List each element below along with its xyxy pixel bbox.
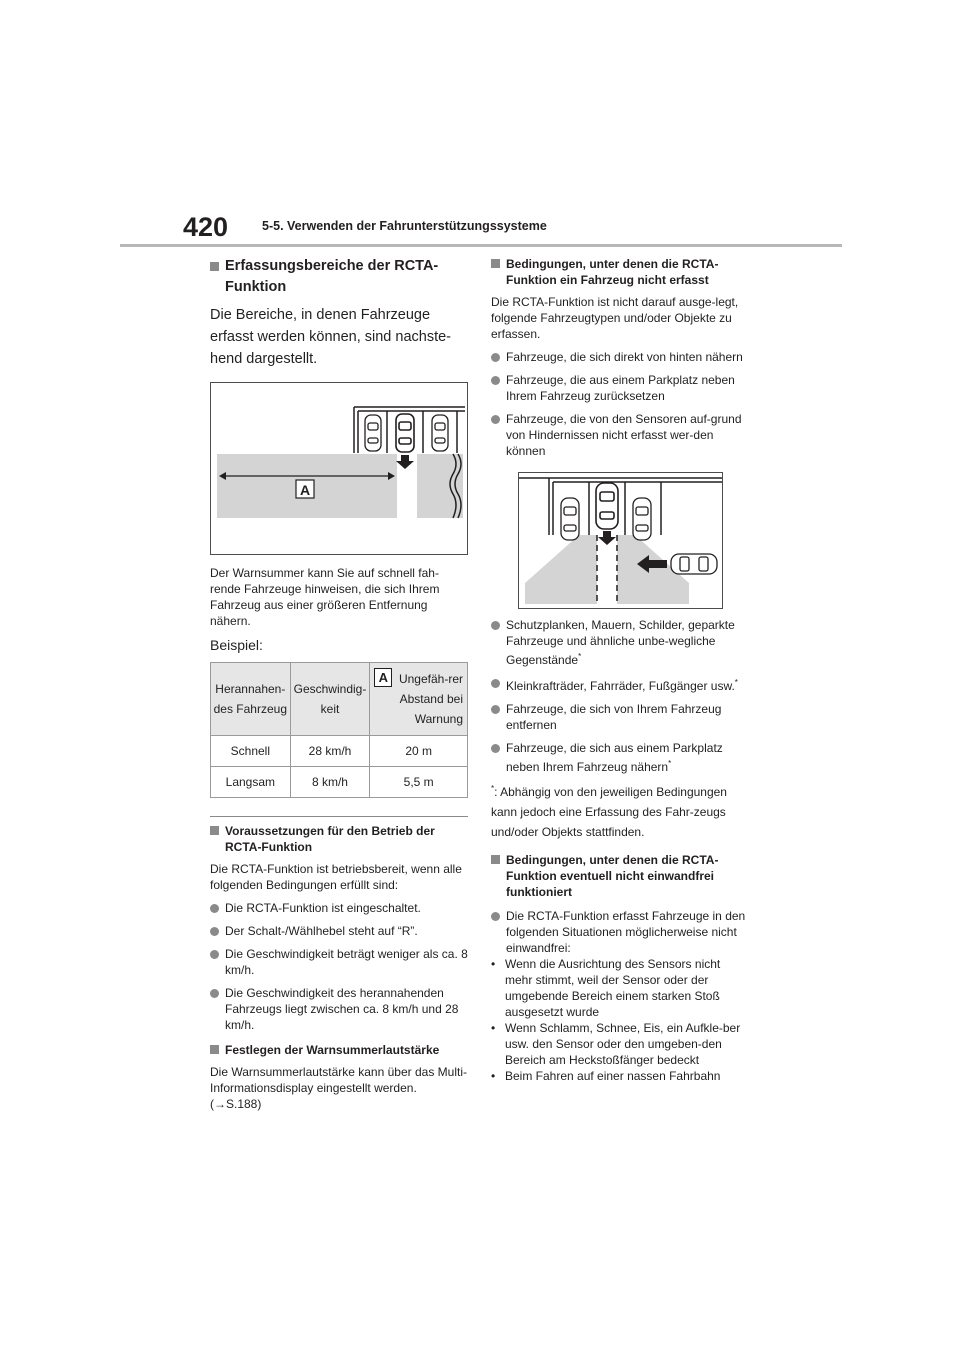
- square-bullet-icon: [210, 1045, 219, 1054]
- col-distance-header: A Ungefäh-rer Abstand bei Warnung: [370, 663, 468, 736]
- square-bullet-icon: [210, 826, 219, 835]
- table-header-row: [211, 663, 468, 736]
- col-speed-header: Geschwindig-keit: [290, 663, 370, 736]
- list-item: Kleinkrafträder, Fahrräder, Fußgänger usw.*: [491, 675, 749, 694]
- list-item: Fahrzeuge, die von den Sensoren auf-grund von Hindernissen nicht erfasst wer-den können: [491, 411, 749, 459]
- table-row: Langsam 8 km/h 5,5 m: [211, 767, 468, 798]
- list-item: Die Geschwindigkeit beträgt weniger als ca. 8 km/h.: [210, 946, 468, 978]
- left-column: [210, 256, 468, 1112]
- bullet-icon: [491, 376, 500, 385]
- list-item: • Wenn Schlamm, Schnee, Eis, ein Aufkle-ber usw. den Sensor oder den umgeben-den Bereich am Heckstoßfänger bedeckt: [491, 1021, 741, 1067]
- page-reference-link[interactable]: (→S.188): [210, 1097, 262, 1111]
- bullet-icon: [491, 621, 500, 630]
- table-label-a: A: [374, 668, 392, 687]
- square-bullet-icon: [210, 262, 219, 271]
- approaching-car-icon: [671, 554, 717, 574]
- figure-caption: Der Warnsummer kann Sie auf schnell fah-rende Fahrzeuge hinweisen, die sich Ihrem Fahrzeug aus einer größeren Entfernung nähern.: [210, 566, 440, 628]
- square-bullet-icon: [491, 855, 500, 864]
- bullet-icon: [210, 927, 219, 936]
- bullet-icon: [491, 353, 500, 362]
- bullet-icon: [491, 705, 500, 714]
- cross-traffic-diagram: [519, 473, 722, 608]
- bullet-icon: [210, 950, 219, 959]
- page-number: 420: [183, 212, 229, 242]
- square-bullet-icon: [491, 259, 500, 268]
- list-item: Fahrzeuge, die sich aus einem Parkplatz neben Ihrem Fahrzeug nähern*: [491, 740, 749, 775]
- parked-car-icon: [432, 415, 448, 451]
- list-item: Fahrzeuge, die aus einem Parkplatz neben Ihrem Fahrzeug zurücksetzen: [491, 372, 749, 404]
- list-item: Die Geschwindigkeit des herannahenden Fahrzeugs liegt zwischen ca. 8 km/h und 28 km/h.: [210, 985, 468, 1033]
- detection-area-intro: Die Bereiche, in denen Fahrzeuge erfasst werden können, sind nachste-hend dargestellt.: [210, 307, 451, 367]
- list-item: • Beim Fahren auf einer nassen Fahrbahn: [491, 1069, 721, 1083]
- reverse-arrow-icon: [598, 531, 616, 545]
- list-item: • Wenn die Ausrichtung des Sensors nicht mehr stimmt, weil der Sensor oder der umgebende Bereich einem starken Stoß ausgesetzt wurde: [491, 957, 721, 1019]
- footnote-mark: *: [734, 678, 738, 687]
- parked-car-icon: [561, 498, 579, 540]
- list-item: Schutzplanken, Mauern, Schilder, geparkte Fahrzeuge und ähnliche unbe-wegliche Gegenstände*: [491, 617, 749, 668]
- example-label: Beispiel:: [210, 637, 263, 653]
- detection-area-figure: [210, 382, 468, 555]
- header-divider: [120, 244, 842, 247]
- section-divider: [210, 816, 468, 817]
- cross-traffic-figure: [518, 472, 723, 609]
- bullet-icon: [210, 989, 219, 998]
- own-car-icon: [396, 414, 414, 452]
- figure-label-a: A: [299, 482, 311, 498]
- footnote-mark: *: [668, 759, 672, 768]
- detection-area-diagram: [211, 383, 467, 554]
- bullet-icon: [491, 912, 500, 921]
- reverse-arrow-icon: [396, 455, 414, 469]
- volume-heading: Festlegen der Warnsummerlautstärke: [210, 1042, 468, 1058]
- prerequisites-text: Die RCTA-Funktion ist betriebsbereit, wenn alle folgenden Bedingungen erfüllt sind:: [210, 862, 462, 892]
- parked-car-icon: [365, 415, 381, 451]
- bullet-icon: [491, 744, 500, 753]
- bullet-icon: [491, 415, 500, 424]
- list-item: Der Schalt-/Wählhebel steht auf “R”.: [210, 923, 468, 939]
- right-column: [491, 256, 749, 1084]
- not-detected-text: Die RCTA-Funktion ist nicht darauf ausge-legt, folgende Fahrzeugtypen und/oder Objekte zu erfassen.: [491, 295, 739, 341]
- table-row: Schnell 28 km/h 20 m: [211, 736, 468, 767]
- malfunction-heading: Bedingungen, unter denen die RCTA-Funktion eventuell nicht einwandfrei funktioniert: [491, 852, 749, 900]
- section-title: 5-5. Verwenden der Fahrunterstützungssysteme: [262, 219, 547, 233]
- bullet-icon: [210, 904, 219, 913]
- detection-area-heading: Erfassungsbereiche der RCTA-Funktion: [210, 256, 468, 298]
- list-item: Die RCTA-Funktion erfasst Fahrzeuge in den folgenden Situationen möglicherweise nicht einwandfrei:: [491, 908, 749, 956]
- prerequisites-heading: Voraussetzungen für den Betrieb der RCTA-Funktion: [210, 823, 468, 855]
- parked-car-icon: [633, 498, 651, 540]
- col-vehicle-header: Herannahen-des Fahrzeug: [211, 663, 291, 736]
- not-detected-heading: Bedingungen, unter denen die RCTA-Funktion ein Fahrzeug nicht erfasst: [491, 256, 749, 288]
- own-car-icon: [596, 483, 618, 529]
- footnote-mark: *: [578, 652, 582, 661]
- list-item: Fahrzeuge, die sich direkt von hinten nähern: [491, 349, 749, 365]
- warning-distance-table: [210, 662, 468, 798]
- list-item: Fahrzeuge, die sich von Ihrem Fahrzeug entfernen: [491, 701, 749, 733]
- footnote: *: Abhängig von den jeweiligen Bedingungen kann jedoch eine Erfassung des Fahr-zeugs und/oder Objekts stattfinden.: [491, 784, 727, 839]
- bullet-icon: [491, 679, 500, 688]
- list-item: Die RCTA-Funktion ist eingeschaltet.: [210, 900, 468, 916]
- volume-text: Die Warnsummerlautstärke kann über das Multi-Informationsdisplay eingestellt werden. (→S.188): [210, 1065, 467, 1111]
